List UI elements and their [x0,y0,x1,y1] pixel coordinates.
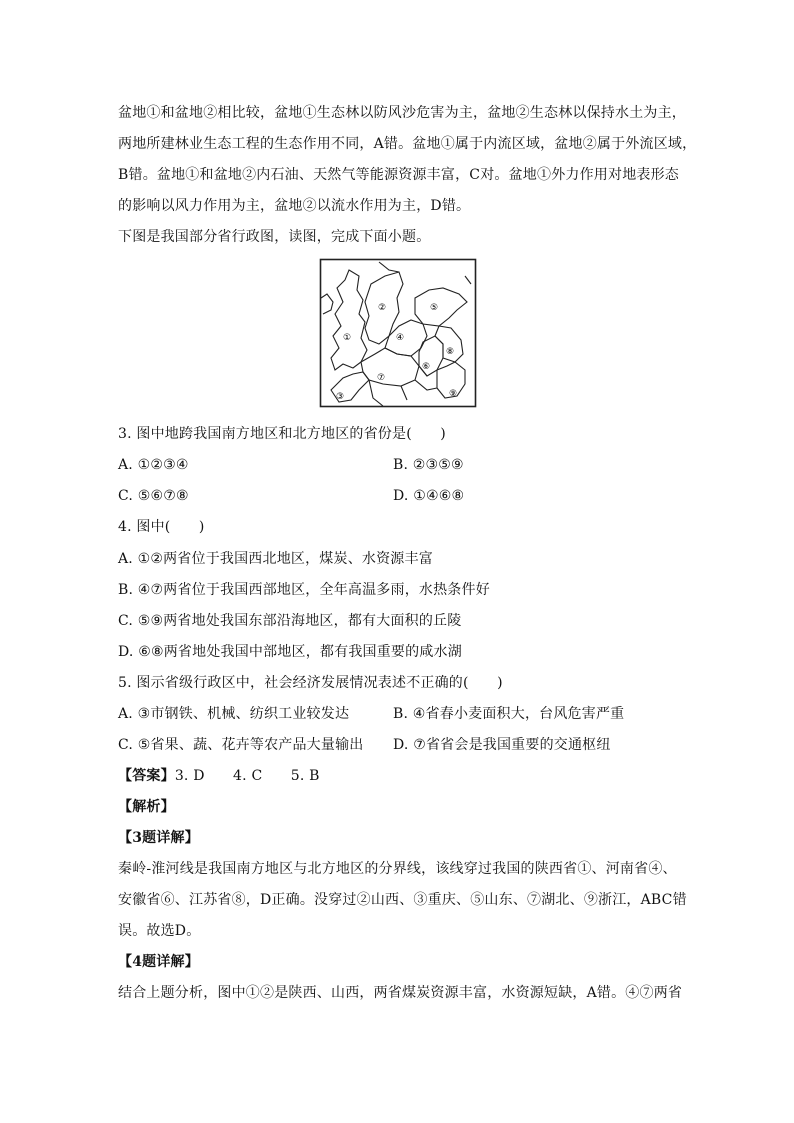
question-3-option-b: B. ②③⑤⑨ [393,457,464,473]
province-map [319,258,477,408]
map-label-4: ④ [396,333,405,343]
question-5-stem: 5. 图示省级行政区中，社会经济发展情况表述不正确的( ) [118,675,503,691]
question-5-option-c: C. ⑤省果、蔬、花卉等农产品大量输出 [118,737,364,753]
map-label-7: ⑦ [377,373,386,383]
map-label-6: ⑥ [422,362,431,372]
q4-detail-line-1: 结合上题分析，图中①②是陕西、山西，两省煤炭资源丰富，水资源短缺，A错。④⑦两省 [118,985,683,1001]
map-label-3: ③ [336,392,345,402]
q3-detail-line-1: 秦岭-淮河线是我国南方地区与北方地区的分界线，该线穿过我国的陕西省①、河南省④、 [118,861,677,877]
province-map-svg [319,258,477,408]
map-label-8: ⑧ [446,347,455,357]
question-4-option-a: A. ①②两省位于我国西北地区，煤炭、水资源丰富 [118,551,433,567]
intro-line-5: 下图是我国部分省行政图，读图，完成下面小题。 [118,229,431,245]
answer-label: 【答案】 [118,768,175,784]
q3-detail-line-2: 安徽省⑥、江苏省⑧，D正确。没穿过②山西、③重庆、⑤山东、⑦湖北、⑨浙江，ABC错 [118,892,687,908]
question-3-stem: 3. 图中地跨我国南方地区和北方地区的省份是( ) [118,426,446,442]
map-label-5: ⑤ [430,303,439,313]
question-5-option-b: B. ④省春小麦面积大，台风危害严重 [393,706,625,722]
intro-line-2: 两地所建林业生态工程的生态作用不同，A错。盆地①属于内流区域，盆地②属于外流区域， [118,136,697,152]
question-3-option-d: D. ①④⑥⑧ [393,488,465,504]
question-4-stem: 4. 图中( ) [118,519,205,535]
question-4-option-c: C. ⑤⑨两省地处我国东部沿海地区，都有大面积的丘陵 [118,613,462,629]
question-5-option-d: D. ⑦省省会是我国重要的交通枢纽 [393,737,611,753]
question-5-option-a: A. ③市钢铁、机械、纺织工业较发达 [118,706,350,722]
question-3-option-c: C. ⑤⑥⑦⑧ [118,488,189,504]
intro-line-3: B错。盆地①和盆地②内石油、天然气等能源资源丰富，C对。盆地①外力作用对地表形态 [118,167,679,183]
answer-text: 3. D 4. C 5. B [174,768,320,784]
map-label-2: ② [378,303,387,313]
q3-detail-title: 【3题详解】 [118,830,199,846]
question-3-option-a: A. ①②③④ [118,457,189,473]
question-4-option-d: D. ⑥⑧两省地处我国中部地区，都有我国重要的咸水湖 [118,644,462,660]
intro-line-1: 盆地①和盆地②相比较，盆地①生态林以防风沙危害为主，盆地②生态林以保持水土为主， [118,105,686,121]
map-label-9: ⑨ [449,389,458,399]
question-4-option-b: B. ④⑦两省位于我国西部地区，全年高温多雨，水热条件好 [118,582,490,598]
answer-line [118,766,320,786]
q4-detail-title: 【4题详解】 [118,954,199,970]
analysis-label: 【解析】 [118,799,175,815]
q3-detail-line-3: 误。故选D。 [118,923,201,939]
intro-line-4: 的影响以风力作用为主，盆地②以流水作用为主，D错。 [118,198,471,214]
map-label-1: ① [343,333,352,343]
